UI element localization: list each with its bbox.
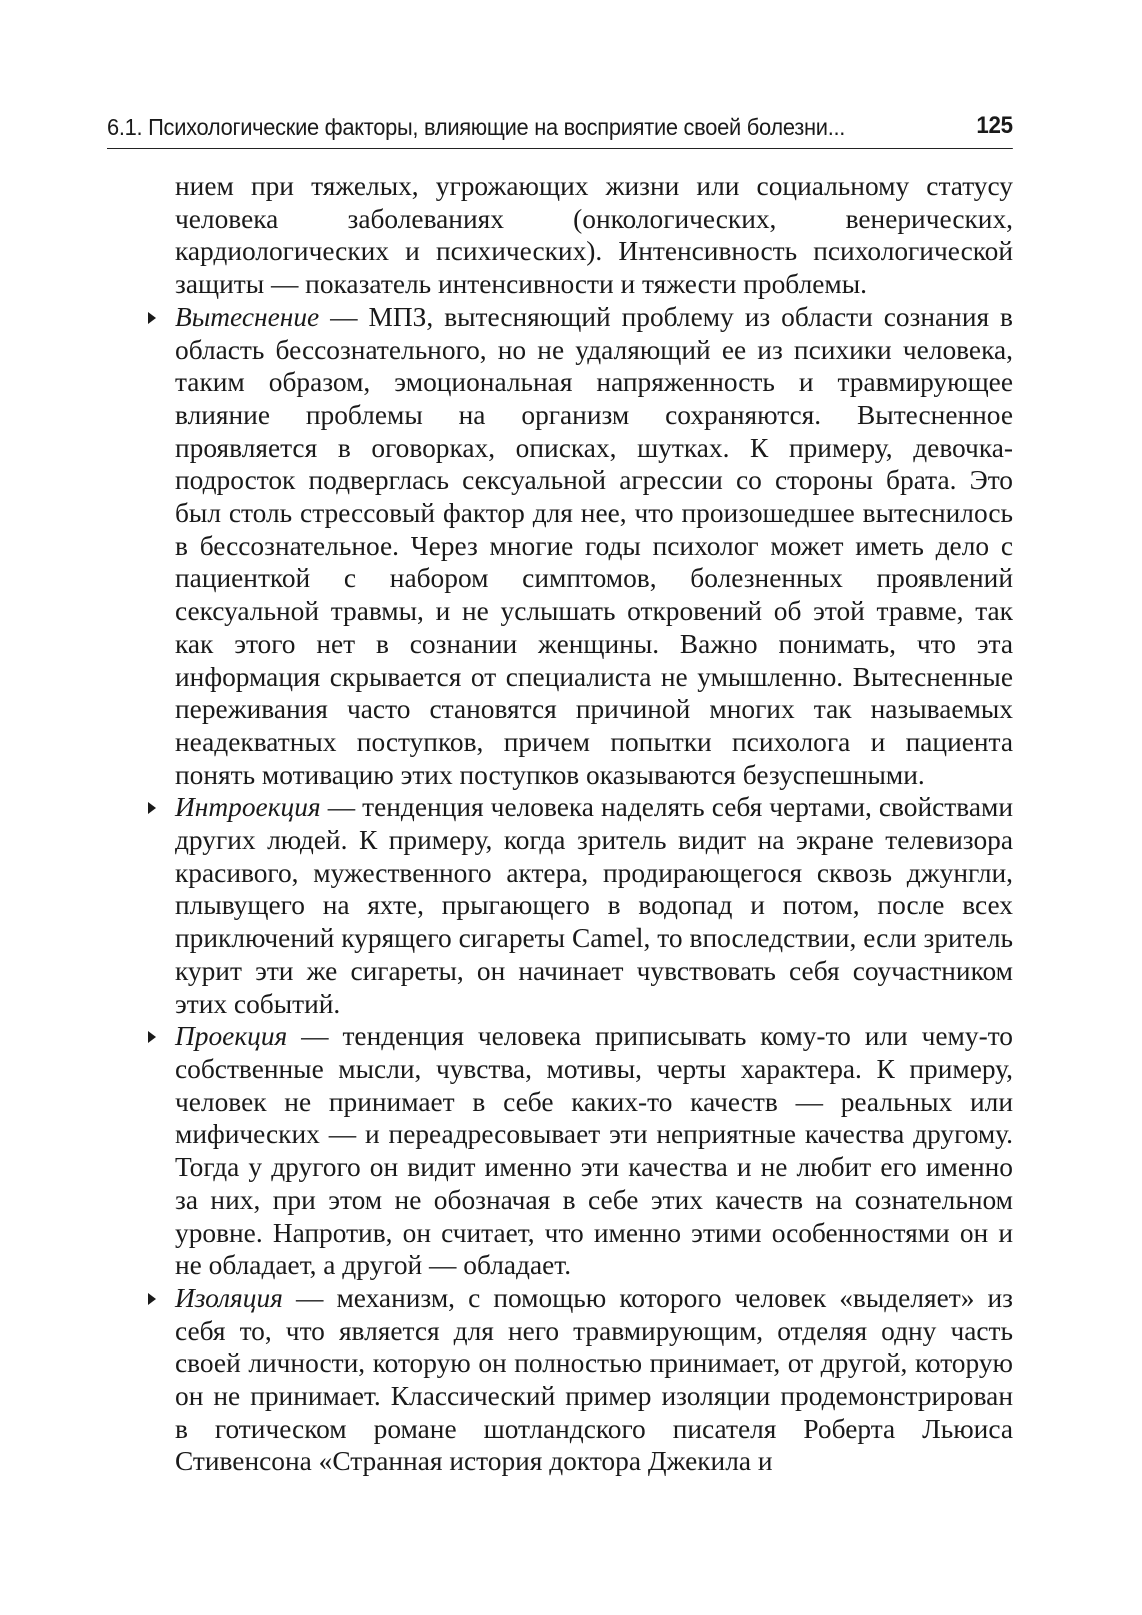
list-item-repression [175, 301, 1013, 792]
term-label: Изоляция [175, 1282, 283, 1313]
triangle-bullet-icon [148, 1293, 156, 1305]
list-item-projection [175, 1020, 1013, 1282]
term-label: Проекция [175, 1021, 288, 1052]
page-number: 125 [976, 112, 1013, 139]
term-definition: — тенденция человека наделять себя чертами, свойствами других людей. К примеру, когда зритель видит на экране телевизора красивого, мужественного актера, продирающегося сквозь джунгли, плывущего на яхте, прыгающего в водопад и потом, после всех приключений курящего сигареты Camel, то впоследствии, если зритель курит эти же сигареты, он начинает чувствовать себя соучастником этих событий. [175, 792, 1013, 1019]
list-item-isolation [175, 1282, 1013, 1478]
term-label: Интроекция [175, 792, 321, 823]
list-item-introjection [175, 791, 1013, 1020]
term-definition: — МПЗ, вытесняющий проблему из области сознания в область бессознательного, но не удаляющий ее из психики человека, таким образом, эмоциональная напряженность и травмирующее влияние проблемы на организм сохраняются. Вытесненное проявляется в оговорках, описках, шутках. К примеру, девочка-подросток подверглась сексуальной агрессии со стороны брата. Это был столь стрессовый фактор для нее, что произошедшее вытеснилось в бессознательное. Через многие годы психолог может иметь дело с пациенткой с набором симптомов, болезненных проявлений сексуальной травмы, и не услышать откровений об этой травме, так как этого нет в сознании женщины. Важно понимать, что эта информация скрывается от специалиста не умышленно. Вытесненные переживания часто становятся причиной многих так называемых неадекватных поступков, причем попытки психолога и пациента понять мотивацию этих поступков оказываются безуспешными. [175, 301, 1013, 790]
triangle-bullet-icon [148, 312, 156, 324]
intro-paragraph: нием при тяжелых, угрожающих жизни или социальному статусу человека заболеваниях (онкологических, венерических, кардиологических и психических). Интенсивность психологической защиты — показатель интенсивности и тяжести проблемы. [175, 171, 1013, 300]
running-header [107, 108, 1013, 149]
running-title: 6.1. Психологические факторы, влияющие на восприятие своей болезни... [107, 114, 846, 140]
term-label: Вытеснение [175, 301, 320, 332]
main-text [175, 170, 1013, 1478]
term-definition: — механизм, с помощью которого человек «выделяет» из себя то, что является для него травмирующим, отделяя одну часть своей личности, которую он полностью принимает, от другой, которую он не принимает. Классический пример изоляции продемонстрирован в готическом романе шотландского писателя Роберта Льюиса Стивенсона «Странная история доктора Джекила и [175, 1282, 1013, 1477]
term-definition: — тенденция человека приписывать кому-то или чему-то собственные мысли, чувства, мотивы, черты характера. К примеру, человек не принимает в себе каких-то качеств — реальных или мифических — и переадресовывает эти неприятные качества другому. Тогда у другого он видит именно эти качества и не любит его именно за них, при этом не обозначая в себе этих качеств на сознательном уровне. Напротив, он считает, что именно этими особенностями он и не обладает, а другой — обладает. [175, 1021, 1013, 1281]
triangle-bullet-icon [148, 802, 156, 814]
triangle-bullet-icon [148, 1031, 156, 1043]
